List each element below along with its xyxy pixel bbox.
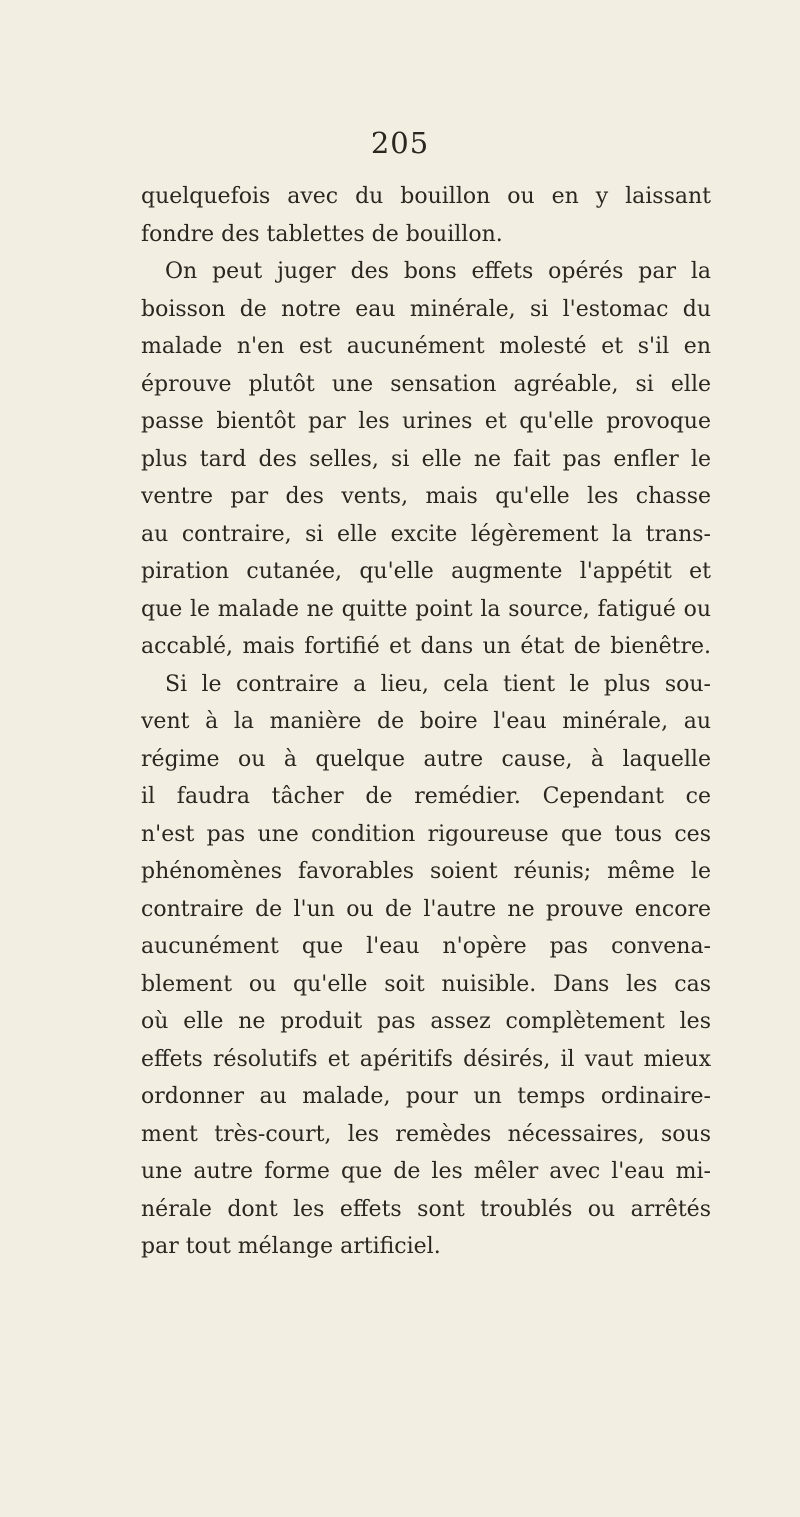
text-line: où elle ne produit pas assez complètement les xyxy=(141,1009,711,1034)
text-line: piration cutanée, qu'elle augmente l'appétit et xyxy=(141,559,711,584)
text-line: ventre par des vents, mais qu'elle les chasse xyxy=(141,484,711,509)
text-line: On peut juger des bons effets opérés par la xyxy=(165,259,711,284)
text-line: par tout mélange artificiel. xyxy=(141,1234,441,1259)
text-line: boisson de notre eau minérale, si l'estomac du xyxy=(141,296,711,322)
text-line: aucunément que l'eau n'opère pas convena- xyxy=(141,934,711,959)
text-line: vent à la manière de boire l'eau minérale, au xyxy=(141,709,711,734)
text-line: quelquefois avec du bouillon ou en y laissant xyxy=(141,184,711,209)
text-line: une autre forme que de les mêler avec l'eau mi- xyxy=(141,1159,711,1184)
text-line: régime ou à quelque autre cause, à laquelle xyxy=(141,746,711,772)
text-line: passe bientôt par les urines et qu'elle provoque xyxy=(141,409,711,434)
text-line: ordonner au malade, pour un temps ordinaire- xyxy=(141,1084,711,1109)
text-line: n'est pas une condition rigoureuse que tous ces xyxy=(141,821,711,847)
text-line: contraire de l'un ou de l'autre ne prouve encore xyxy=(141,896,711,922)
text-line: blement ou qu'elle soit nuisible. Dans les cas xyxy=(141,971,711,997)
text-line: plus tard des selles, si elle ne fait pas enfler le xyxy=(141,446,711,472)
text-line: que le malade ne quitte point la source, fatigué ou xyxy=(141,596,711,622)
text-line: ment très-court, les remèdes nécessaires, sous xyxy=(141,1121,711,1147)
text-line: il faudra tâcher de remédier. Cependant ce xyxy=(141,784,711,809)
text-line: effets résolutifs et apéritifs désirés, il vaut mieux xyxy=(141,1046,711,1072)
text-line: au contraire, si elle excite légèrement la trans- xyxy=(141,521,711,547)
text-line: phénomènes favorables soient réunis; même le xyxy=(141,859,711,884)
text-line: Si le contraire a lieu, cela tient le plus sou- xyxy=(165,671,711,697)
text-line: accablé, mais fortifié et dans un état de bienêtre. xyxy=(141,634,711,659)
text-line: nérale dont les effets sont troublés ou arrêtés xyxy=(141,1196,711,1222)
text-line: éprouve plutôt une sensation agréable, si elle xyxy=(141,371,711,397)
text-line: malade n'en est aucunément molesté et s'il en xyxy=(141,334,711,359)
text-line: fondre des tablettes de bouillon. xyxy=(141,221,503,247)
page-number: 205 xyxy=(370,126,430,160)
body-text xyxy=(141,178,711,1266)
